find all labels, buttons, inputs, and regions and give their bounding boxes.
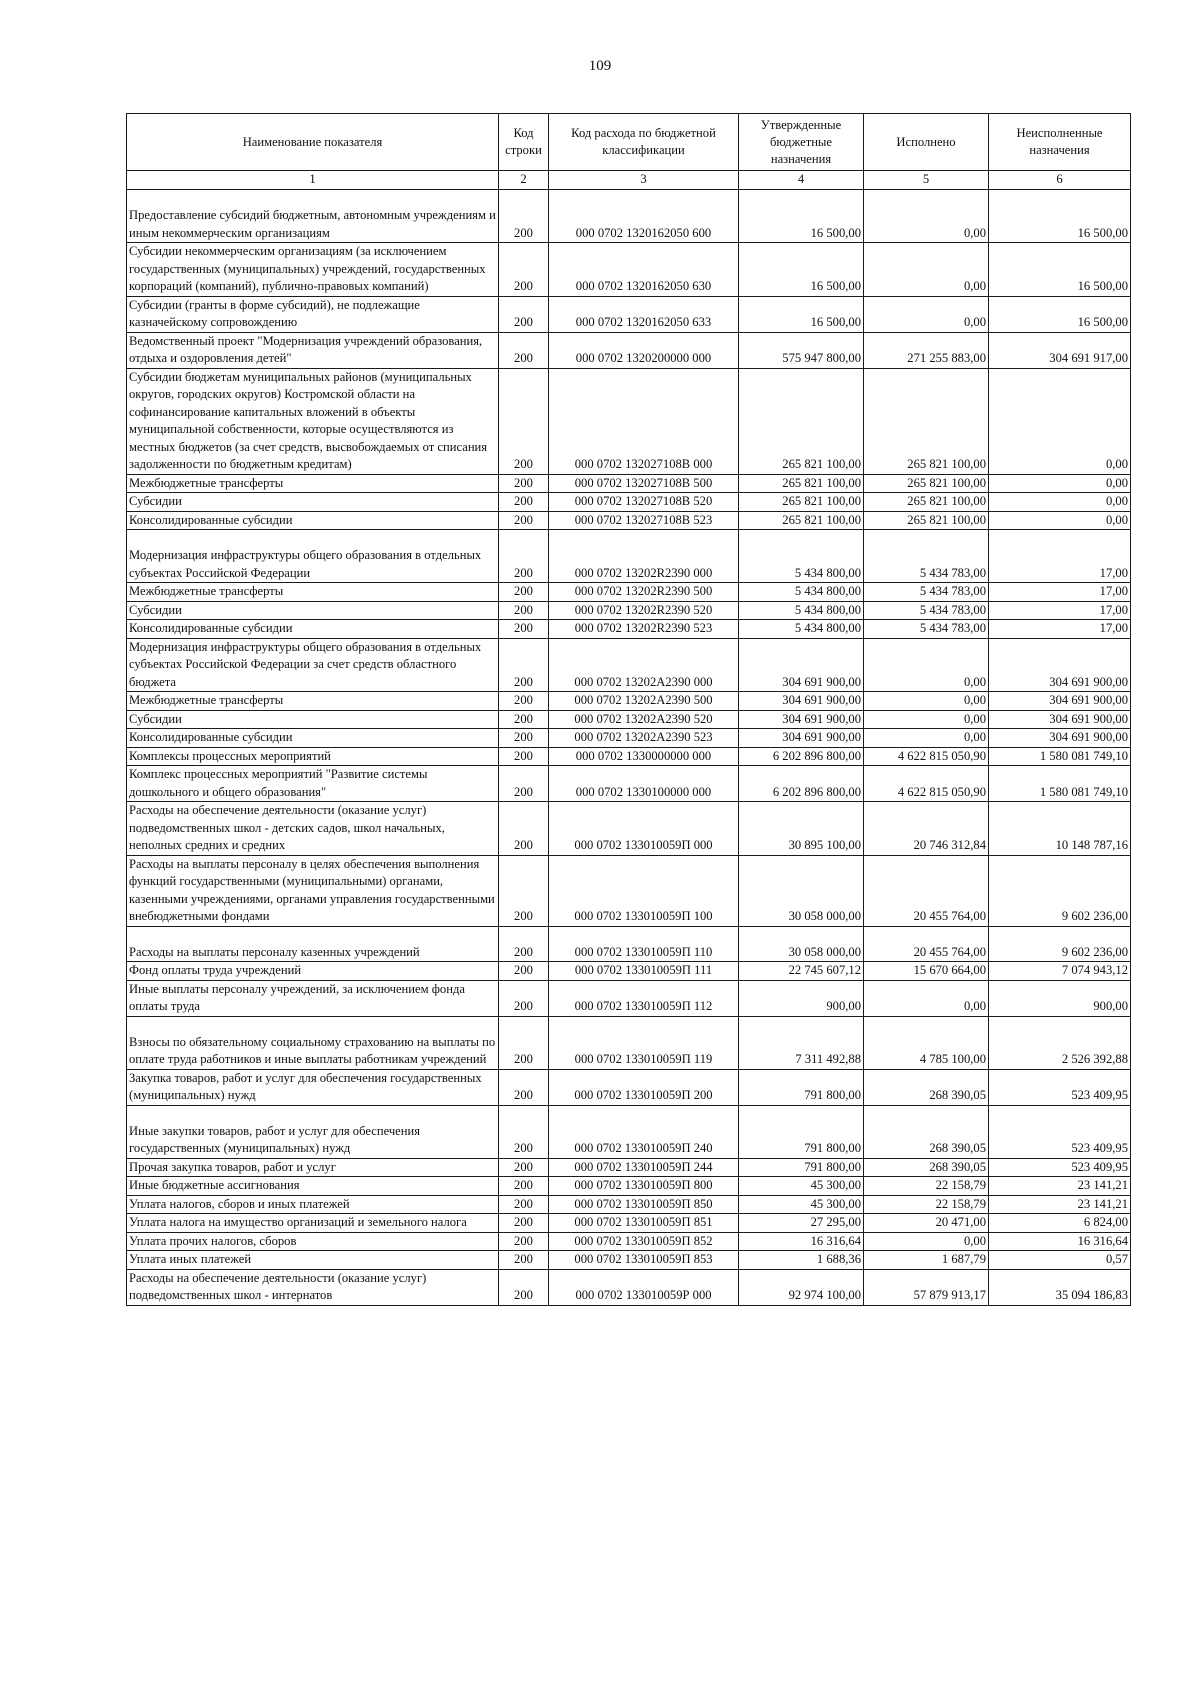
table-row <box>127 474 1131 493</box>
approved-amount-cell: 7 311 492,88 <box>739 1016 864 1069</box>
indicator-name-cell: Межбюджетные трансферты <box>127 583 499 602</box>
row-code-cell: 200 <box>499 601 549 620</box>
executed-amount-cell: 22 158,79 <box>864 1195 989 1214</box>
row-code-cell: 200 <box>499 962 549 981</box>
row-code-cell: 200 <box>499 638 549 692</box>
table-row <box>127 583 1131 602</box>
indicator-name-cell: Модернизация инфраструктуры общего образования в отдельных субъектах Российской Федерации <box>127 530 499 583</box>
indicator-name-cell: Уплата иных платежей <box>127 1251 499 1270</box>
budget-code-cell: 000 0702 1320162050 633 <box>549 296 739 332</box>
budget-code-cell: 000 0702 1330000000 000 <box>549 747 739 766</box>
page-number: 109 <box>588 58 612 74</box>
executed-amount-cell: 4 785 100,00 <box>864 1016 989 1069</box>
header-approved-appropriations: Утвержденные бюджетные назначения <box>739 114 864 171</box>
row-code-cell: 200 <box>499 1069 549 1105</box>
executed-amount-cell: 20 455 764,00 <box>864 926 989 962</box>
table-row <box>127 766 1131 802</box>
executed-amount-cell: 57 879 913,17 <box>864 1269 989 1305</box>
executed-amount-cell: 5 434 783,00 <box>864 583 989 602</box>
row-code-cell: 200 <box>499 855 549 926</box>
executed-amount-cell: 0,00 <box>864 638 989 692</box>
row-code-cell: 200 <box>499 474 549 493</box>
table-row <box>127 747 1131 766</box>
approved-amount-cell: 5 434 800,00 <box>739 583 864 602</box>
budget-code-cell: 000 0702 13202R2390 000 <box>549 530 739 583</box>
executed-amount-cell: 0,00 <box>864 692 989 711</box>
indicator-name-cell: Комплексы процессных мероприятий <box>127 747 499 766</box>
indicator-name-cell: Межбюджетные трансферты <box>127 692 499 711</box>
budget-code-cell: 000 0702 13202R2390 523 <box>549 620 739 639</box>
table-row <box>127 601 1131 620</box>
unexecuted-amount-cell: 304 691 917,00 <box>989 332 1131 368</box>
unexecuted-amount-cell: 7 074 943,12 <box>989 962 1131 981</box>
approved-amount-cell: 304 691 900,00 <box>739 710 864 729</box>
table-row <box>127 1195 1131 1214</box>
unexecuted-amount-cell: 523 409,95 <box>989 1158 1131 1177</box>
indicator-name-cell: Субсидии <box>127 601 499 620</box>
table-row <box>127 692 1131 711</box>
table-body <box>127 190 1131 1306</box>
budget-code-cell: 000 0702 13202R2390 520 <box>549 601 739 620</box>
row-code-cell: 200 <box>499 243 549 297</box>
approved-amount-cell: 5 434 800,00 <box>739 620 864 639</box>
budget-code-cell: 000 0702 133010059П 240 <box>549 1105 739 1158</box>
approved-amount-cell: 30 895 100,00 <box>739 802 864 856</box>
row-code-cell: 200 <box>499 1195 549 1214</box>
approved-amount-cell: 265 821 100,00 <box>739 511 864 530</box>
unexecuted-amount-cell: 900,00 <box>989 980 1131 1016</box>
executed-amount-cell: 20 746 312,84 <box>864 802 989 856</box>
budget-code-cell: 000 0702 133010059П 111 <box>549 962 739 981</box>
executed-amount-cell: 268 390,05 <box>864 1069 989 1105</box>
indicator-name-cell: Расходы на обеспечение деятельности (оказание услуг) подведомственных школ - интернатов <box>127 1269 499 1305</box>
unexecuted-amount-cell: 23 141,21 <box>989 1195 1131 1214</box>
budget-code-cell: 000 0702 133010059П 200 <box>549 1069 739 1105</box>
table-row <box>127 243 1131 297</box>
executed-amount-cell: 0,00 <box>864 1232 989 1251</box>
row-code-cell: 200 <box>499 692 549 711</box>
unexecuted-amount-cell: 16 316,64 <box>989 1232 1131 1251</box>
row-code-cell: 200 <box>499 1269 549 1305</box>
indicator-name-cell: Модернизация инфраструктуры общего образования в отдельных субъектах Российской Федерации за счет средств областного бюджета <box>127 638 499 692</box>
budget-code-cell: 000 0702 1320162050 600 <box>549 190 739 243</box>
indicator-name-cell: Субсидии бюджетам муниципальных районов (муниципальных округов, городских округов) Костромской области на софинансирование капитальных вложений в объекты муниципальной собственности, которые осуществляются из местных бюджетов (за счет средств, высвобождаемых от списания задолженности по бюджетным кредитам) <box>127 368 499 474</box>
approved-amount-cell: 30 058 000,00 <box>739 855 864 926</box>
unexecuted-amount-cell: 35 094 186,83 <box>989 1269 1131 1305</box>
indicator-name-cell: Уплата налога на имущество организаций и земельного налога <box>127 1214 499 1233</box>
unexecuted-amount-cell: 9 602 236,00 <box>989 855 1131 926</box>
executed-amount-cell: 265 821 100,00 <box>864 474 989 493</box>
row-code-cell: 200 <box>499 1105 549 1158</box>
executed-amount-cell: 5 434 783,00 <box>864 530 989 583</box>
unexecuted-amount-cell: 10 148 787,16 <box>989 802 1131 856</box>
approved-amount-cell: 900,00 <box>739 980 864 1016</box>
row-code-cell: 200 <box>499 1214 549 1233</box>
unexecuted-amount-cell: 304 691 900,00 <box>989 729 1131 748</box>
budget-code-cell: 000 0702 133010059П 244 <box>549 1158 739 1177</box>
header-row-code: Код строки <box>499 114 549 171</box>
indicator-name-cell: Взносы по обязательному социальному страхованию на выплаты по оплате труда работников и иные выплаты работникам учреждений <box>127 1016 499 1069</box>
approved-amount-cell: 30 058 000,00 <box>739 926 864 962</box>
unexecuted-amount-cell: 304 691 900,00 <box>989 692 1131 711</box>
table-row <box>127 1232 1131 1251</box>
budget-code-cell: 000 0702 133010059П 119 <box>549 1016 739 1069</box>
budget-code-cell: 000 0702 132027108В 000 <box>549 368 739 474</box>
approved-amount-cell: 22 745 607,12 <box>739 962 864 981</box>
row-code-cell: 200 <box>499 511 549 530</box>
header-executed: Исполнено <box>864 114 989 171</box>
table-row <box>127 296 1131 332</box>
budget-code-cell: 000 0702 132027108В 523 <box>549 511 739 530</box>
unexecuted-amount-cell: 0,00 <box>989 368 1131 474</box>
indicator-name-cell: Расходы на выплаты персоналу казенных учреждений <box>127 926 499 962</box>
executed-amount-cell: 20 455 764,00 <box>864 855 989 926</box>
row-code-cell: 200 <box>499 802 549 856</box>
header-budget-classification-code: Код расхода по бюджетной классификации <box>549 114 739 171</box>
executed-amount-cell: 268 390,05 <box>864 1105 989 1158</box>
indicator-name-cell: Предоставление субсидий бюджетным, автономным учреждениям и иным некоммерческим организациям <box>127 190 499 243</box>
row-code-cell: 200 <box>499 1016 549 1069</box>
executed-amount-cell: 0,00 <box>864 729 989 748</box>
budget-code-cell: 000 0702 133010059П 100 <box>549 855 739 926</box>
executed-amount-cell: 265 821 100,00 <box>864 511 989 530</box>
indicator-name-cell: Комплекс процессных мероприятий "Развитие системы дошкольного и общего образования" <box>127 766 499 802</box>
budget-code-cell: 000 0702 133010059П 112 <box>549 980 739 1016</box>
indicator-name-cell: Консолидированные субсидии <box>127 511 499 530</box>
indicator-name-cell: Субсидии <box>127 710 499 729</box>
table-row <box>127 802 1131 856</box>
unexecuted-amount-cell: 16 500,00 <box>989 296 1131 332</box>
budget-code-cell: 000 0702 1320200000 000 <box>549 332 739 368</box>
approved-amount-cell: 6 202 896 800,00 <box>739 747 864 766</box>
table-row <box>127 1214 1131 1233</box>
indicator-name-cell: Уплата прочих налогов, сборов <box>127 1232 499 1251</box>
table-row <box>127 980 1131 1016</box>
indicator-name-cell: Уплата налогов, сборов и иных платежей <box>127 1195 499 1214</box>
budget-code-cell: 000 0702 133010059П 110 <box>549 926 739 962</box>
row-code-cell: 200 <box>499 296 549 332</box>
unexecuted-amount-cell: 16 500,00 <box>989 190 1131 243</box>
unexecuted-amount-cell: 0,57 <box>989 1251 1131 1270</box>
column-number: 6 <box>989 171 1131 190</box>
executed-amount-cell: 268 390,05 <box>864 1158 989 1177</box>
unexecuted-amount-cell: 16 500,00 <box>989 243 1131 297</box>
approved-amount-cell: 5 434 800,00 <box>739 530 864 583</box>
approved-amount-cell: 16 500,00 <box>739 296 864 332</box>
table-row <box>127 1158 1131 1177</box>
row-code-cell: 200 <box>499 493 549 512</box>
approved-amount-cell: 304 691 900,00 <box>739 692 864 711</box>
approved-amount-cell: 791 800,00 <box>739 1105 864 1158</box>
table-row <box>127 620 1131 639</box>
unexecuted-amount-cell: 17,00 <box>989 601 1131 620</box>
executed-amount-cell: 1 687,79 <box>864 1251 989 1270</box>
approved-amount-cell: 265 821 100,00 <box>739 368 864 474</box>
budget-code-cell: 000 0702 133010059П 800 <box>549 1177 739 1196</box>
unexecuted-amount-cell: 304 691 900,00 <box>989 638 1131 692</box>
indicator-name-cell: Консолидированные субсидии <box>127 729 499 748</box>
table-header-row <box>127 114 1131 171</box>
table-row <box>127 1251 1131 1270</box>
table-row <box>127 1177 1131 1196</box>
table-row <box>127 638 1131 692</box>
executed-amount-cell: 4 622 815 050,90 <box>864 747 989 766</box>
indicator-name-cell: Расходы на выплаты персоналу в целях обеспечения выполнения функций государственными (муниципальными) органами, казенными учреждениями, органами управления государственными внебюджетными фондами <box>127 855 499 926</box>
header-unexecuted-appropriations: Неисполненные назначения <box>989 114 1131 171</box>
indicator-name-cell: Консолидированные субсидии <box>127 620 499 639</box>
column-number: 2 <box>499 171 549 190</box>
executed-amount-cell: 0,00 <box>864 243 989 297</box>
unexecuted-amount-cell: 6 824,00 <box>989 1214 1131 1233</box>
approved-amount-cell: 16 500,00 <box>739 190 864 243</box>
budget-code-cell: 000 0702 133010059П 853 <box>549 1251 739 1270</box>
budget-code-cell: 000 0702 133010059П 850 <box>549 1195 739 1214</box>
executed-amount-cell: 265 821 100,00 <box>864 368 989 474</box>
budget-code-cell: 000 0702 13202A2390 520 <box>549 710 739 729</box>
unexecuted-amount-cell: 17,00 <box>989 620 1131 639</box>
approved-amount-cell: 265 821 100,00 <box>739 493 864 512</box>
budget-code-cell: 000 0702 13202A2390 500 <box>549 692 739 711</box>
budget-code-cell: 000 0702 1330100000 000 <box>549 766 739 802</box>
row-code-cell: 200 <box>499 766 549 802</box>
row-code-cell: 200 <box>499 747 549 766</box>
column-number-row <box>127 171 1131 190</box>
executed-amount-cell: 4 622 815 050,90 <box>864 766 989 802</box>
approved-amount-cell: 16 316,64 <box>739 1232 864 1251</box>
table-row <box>127 926 1131 962</box>
indicator-name-cell: Субсидии (гранты в форме субсидий), не подлежащие казначейскому сопровождению <box>127 296 499 332</box>
approved-amount-cell: 92 974 100,00 <box>739 1269 864 1305</box>
executed-amount-cell: 0,00 <box>864 980 989 1016</box>
table-row <box>127 368 1131 474</box>
indicator-name-cell: Закупка товаров, работ и услуг для обеспечения государственных (муниципальных) нужд <box>127 1069 499 1105</box>
unexecuted-amount-cell: 0,00 <box>989 493 1131 512</box>
executed-amount-cell: 0,00 <box>864 296 989 332</box>
approved-amount-cell: 304 691 900,00 <box>739 638 864 692</box>
column-number: 5 <box>864 171 989 190</box>
executed-amount-cell: 15 670 664,00 <box>864 962 989 981</box>
row-code-cell: 200 <box>499 980 549 1016</box>
row-code-cell: 200 <box>499 710 549 729</box>
table-row <box>127 1016 1131 1069</box>
row-code-cell: 200 <box>499 368 549 474</box>
approved-amount-cell: 304 691 900,00 <box>739 729 864 748</box>
approved-amount-cell: 27 295,00 <box>739 1214 864 1233</box>
approved-amount-cell: 1 688,36 <box>739 1251 864 1270</box>
table-row <box>127 1105 1131 1158</box>
executed-amount-cell: 22 158,79 <box>864 1177 989 1196</box>
indicator-name-cell: Межбюджетные трансферты <box>127 474 499 493</box>
executed-amount-cell: 265 821 100,00 <box>864 493 989 512</box>
indicator-name-cell: Субсидии некоммерческим организациям (за исключением государственных (муниципальных) учреждений, государственных корпораций (компаний), публично-правовых компаний) <box>127 243 499 297</box>
row-code-cell: 200 <box>499 926 549 962</box>
approved-amount-cell: 265 821 100,00 <box>739 474 864 493</box>
budget-code-cell: 000 0702 133010059П 851 <box>549 1214 739 1233</box>
unexecuted-amount-cell: 23 141,21 <box>989 1177 1131 1196</box>
unexecuted-amount-cell: 523 409,95 <box>989 1069 1131 1105</box>
row-code-cell: 200 <box>499 1251 549 1270</box>
indicator-name-cell: Ведомственный проект "Модернизация учреждений образования, отдыха и оздоровления детей" <box>127 332 499 368</box>
executed-amount-cell: 5 434 783,00 <box>864 620 989 639</box>
column-number: 3 <box>549 171 739 190</box>
row-code-cell: 200 <box>499 332 549 368</box>
budget-code-cell: 000 0702 133010059П 000 <box>549 802 739 856</box>
unexecuted-amount-cell: 2 526 392,88 <box>989 1016 1131 1069</box>
row-code-cell: 200 <box>499 530 549 583</box>
table-row <box>127 332 1131 368</box>
approved-amount-cell: 575 947 800,00 <box>739 332 864 368</box>
table-row <box>127 855 1131 926</box>
approved-amount-cell: 791 800,00 <box>739 1158 864 1177</box>
table-row <box>127 530 1131 583</box>
unexecuted-amount-cell: 304 691 900,00 <box>989 710 1131 729</box>
table-row <box>127 729 1131 748</box>
executed-amount-cell: 0,00 <box>864 710 989 729</box>
budget-code-cell: 000 0702 132027108В 500 <box>549 474 739 493</box>
row-code-cell: 200 <box>499 583 549 602</box>
budget-execution-table <box>126 113 1131 1306</box>
table-row <box>127 190 1131 243</box>
table-row <box>127 511 1131 530</box>
table-row <box>127 1269 1131 1305</box>
unexecuted-amount-cell: 523 409,95 <box>989 1105 1131 1158</box>
table-row <box>127 962 1131 981</box>
indicator-name-cell: Фонд оплаты труда учреждений <box>127 962 499 981</box>
indicator-name-cell: Прочая закупка товаров, работ и услуг <box>127 1158 499 1177</box>
table-row <box>127 493 1131 512</box>
budget-code-cell: 000 0702 13202A2390 523 <box>549 729 739 748</box>
indicator-name-cell: Иные закупки товаров, работ и услуг для обеспечения государственных (муниципальных) нужд <box>127 1105 499 1158</box>
budget-code-cell: 000 0702 1320162050 630 <box>549 243 739 297</box>
unexecuted-amount-cell: 17,00 <box>989 530 1131 583</box>
unexecuted-amount-cell: 0,00 <box>989 511 1131 530</box>
header-indicator-name: Наименование показателя <box>127 114 499 171</box>
unexecuted-amount-cell: 1 580 081 749,10 <box>989 766 1131 802</box>
approved-amount-cell: 791 800,00 <box>739 1069 864 1105</box>
executed-amount-cell: 271 255 883,00 <box>864 332 989 368</box>
column-number: 1 <box>127 171 499 190</box>
table-row <box>127 1069 1131 1105</box>
budget-code-cell: 000 0702 13202A2390 000 <box>549 638 739 692</box>
approved-amount-cell: 16 500,00 <box>739 243 864 297</box>
executed-amount-cell: 0,00 <box>864 190 989 243</box>
row-code-cell: 200 <box>499 729 549 748</box>
budget-code-cell: 000 0702 133010059Р 000 <box>549 1269 739 1305</box>
row-code-cell: 200 <box>499 190 549 243</box>
unexecuted-amount-cell: 17,00 <box>989 583 1131 602</box>
approved-amount-cell: 6 202 896 800,00 <box>739 766 864 802</box>
approved-amount-cell: 45 300,00 <box>739 1177 864 1196</box>
unexecuted-amount-cell: 9 602 236,00 <box>989 926 1131 962</box>
row-code-cell: 200 <box>499 1177 549 1196</box>
budget-code-cell: 000 0702 133010059П 852 <box>549 1232 739 1251</box>
approved-amount-cell: 45 300,00 <box>739 1195 864 1214</box>
indicator-name-cell: Иные выплаты персоналу учреждений, за исключением фонда оплаты труда <box>127 980 499 1016</box>
indicator-name-cell: Расходы на обеспечение деятельности (оказание услуг) подведомственных школ - детских садов, школ начальных, неполных средних и средних <box>127 802 499 856</box>
unexecuted-amount-cell: 1 580 081 749,10 <box>989 747 1131 766</box>
row-code-cell: 200 <box>499 1232 549 1251</box>
approved-amount-cell: 5 434 800,00 <box>739 601 864 620</box>
executed-amount-cell: 5 434 783,00 <box>864 601 989 620</box>
executed-amount-cell: 20 471,00 <box>864 1214 989 1233</box>
unexecuted-amount-cell: 0,00 <box>989 474 1131 493</box>
row-code-cell: 200 <box>499 620 549 639</box>
table-row <box>127 710 1131 729</box>
column-number: 4 <box>739 171 864 190</box>
budget-code-cell: 000 0702 132027108В 520 <box>549 493 739 512</box>
indicator-name-cell: Субсидии <box>127 493 499 512</box>
row-code-cell: 200 <box>499 1158 549 1177</box>
indicator-name-cell: Иные бюджетные ассигнования <box>127 1177 499 1196</box>
budget-code-cell: 000 0702 13202R2390 500 <box>549 583 739 602</box>
